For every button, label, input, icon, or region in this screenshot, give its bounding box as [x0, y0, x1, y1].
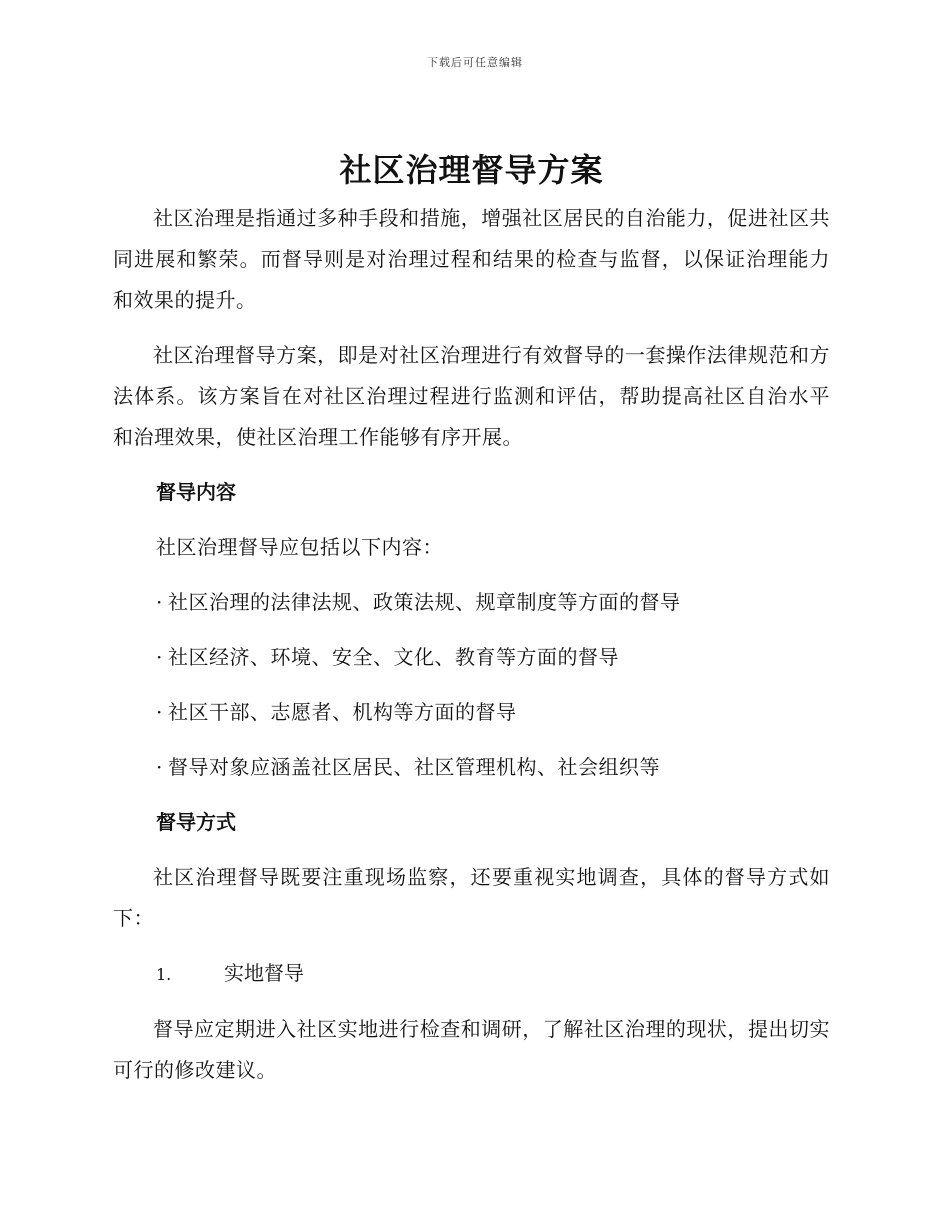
- item-label: 实地督导: [224, 961, 304, 985]
- section-lead: 社区治理督导应包括以下内容：: [156, 535, 443, 559]
- item-body-paragraph: 督导应定期进入社区实地进行检查和调研，了解社区治理的现状，提出切实可行的修改建议。: [113, 1017, 830, 1082]
- list-item-text: 社区治理的法律法规、政策法规、规章制度等方面的督导: [168, 590, 681, 614]
- list-item: [113, 582, 830, 623]
- bullet-icon: ·: [156, 590, 163, 614]
- section-heading-method: 督导方式: [156, 810, 236, 834]
- bullet-icon: ·: [156, 755, 163, 779]
- header-note: 下载后可任意编辑: [427, 56, 523, 69]
- document-title: 社区治理督导方案: [339, 151, 604, 189]
- list-item-text: 督导对象应涵盖社区居民、社区管理机构、社会组织等: [168, 755, 660, 779]
- bullet-icon: ·: [156, 700, 163, 724]
- list-item: [113, 692, 830, 733]
- document-body: [113, 148, 830, 1105]
- intro-paragraph: 社区治理督导方案，即是对社区治理进行有效督导的一套操作法律规范和方法体系。该方案旨在对社区治理过程进行监测和评估，帮助提高社区自治水平和治理效果，使社区治理工作能够有序开展。: [113, 343, 830, 449]
- numbered-item: [113, 953, 830, 995]
- list-item: [113, 747, 830, 788]
- item-number: 1.: [156, 965, 172, 984]
- list-item: [113, 637, 830, 678]
- list-item-text: 社区经济、环境、安全、文化、教育等方面的督导: [168, 645, 619, 669]
- section-heading-content: 督导内容: [156, 480, 236, 504]
- intro-paragraph: 社区治理是指通过多种手段和措施，增强社区居民的自治能力，促进社区共同进展和繁荣。而督导则是对治理过程和结果的检查与监督，以保证治理能力和效果的提升。: [113, 206, 830, 312]
- list-item-text: 社区干部、志愿者、机构等方面的督导: [168, 700, 517, 724]
- bullet-icon: ·: [156, 645, 163, 669]
- section-lead-paragraph: 社区治理督导既要注重现场监察，还要重视实地调查，具体的督导方式如下：: [113, 865, 830, 930]
